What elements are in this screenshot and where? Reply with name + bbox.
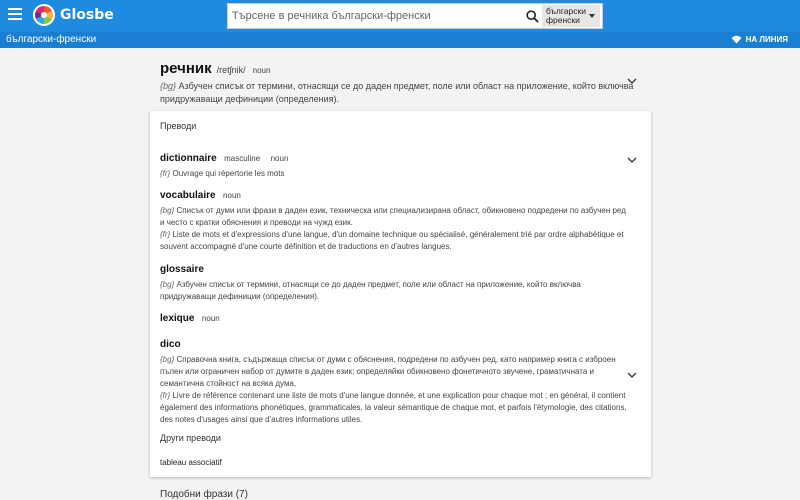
translation-pos: noun bbox=[201, 314, 220, 323]
entry-word: речник bbox=[160, 60, 212, 77]
translation-item[interactable] bbox=[160, 259, 630, 303]
translation-word: dictionnaire bbox=[160, 153, 217, 164]
translation-word: glossaire bbox=[160, 264, 204, 275]
glosbe-logo-icon bbox=[33, 4, 55, 26]
translation-word: vocabulaire bbox=[160, 190, 216, 201]
search-icon[interactable] bbox=[522, 6, 542, 26]
chevron-down-icon[interactable] bbox=[626, 368, 638, 380]
lang-select-source: български bbox=[546, 6, 586, 16]
logo-text: Glosbe bbox=[60, 7, 114, 23]
other-translations-title: Други преводи bbox=[160, 433, 221, 443]
definition-text: Справочна книга, съдържаща списък от думи с обяснения, подредени по азбучен ред, като например книга с изброен пълен или ограничен набор от думите в даден език; определяйки обикновено фонетичното звучене, граматичната и семантична стойност на всяка дума, bbox=[160, 355, 616, 388]
translation-pos: noun bbox=[223, 191, 241, 200]
logo[interactable] bbox=[33, 4, 114, 26]
translation-definition bbox=[160, 229, 630, 253]
translation-definition bbox=[160, 279, 630, 303]
translation-word: lexique bbox=[160, 313, 195, 324]
menu-icon[interactable] bbox=[8, 8, 22, 22]
translation-definition bbox=[160, 168, 630, 180]
dictionary-title: български-френски bbox=[6, 34, 97, 45]
lang-tag: {bg} bbox=[160, 81, 177, 91]
translation-item[interactable] bbox=[160, 308, 630, 326]
lang-tag: {bg} bbox=[160, 280, 175, 289]
top-bar bbox=[0, 0, 800, 32]
lang-tag: {fr} bbox=[160, 169, 171, 178]
translation-item[interactable] bbox=[160, 148, 630, 180]
online-status[interactable] bbox=[731, 35, 788, 44]
sub-bar bbox=[0, 32, 800, 48]
search-input[interactable] bbox=[228, 4, 522, 28]
definition-text: Liste de mots et d'expressions d'une langue, d'un domaine technique ou spécialisé, généralement trié par ordre alphabétique et souvent accompagné d'une courte définition et de traductions en d'autres langues. bbox=[160, 230, 624, 251]
translation-item[interactable] bbox=[160, 334, 630, 426]
entry-definition bbox=[160, 80, 640, 106]
search-box bbox=[227, 3, 603, 29]
entry-header bbox=[160, 60, 640, 106]
lang-tag: {fr} bbox=[160, 230, 171, 239]
chevron-down-icon[interactable] bbox=[626, 74, 638, 86]
online-status-label: НА ЛИНИЯ bbox=[745, 35, 788, 44]
chevron-down-icon[interactable] bbox=[626, 153, 638, 165]
translation-definition bbox=[160, 390, 630, 426]
entry-pos: noun bbox=[252, 66, 271, 75]
definition-text: Азбучен списък от термини, отнасящи се до даден предмет, поле или област на приложение, който включва придружаващи дефиниции (определения). bbox=[160, 280, 581, 301]
translation-word: dico bbox=[160, 339, 181, 350]
definition-text: Ouvrage qui répertorie les mots bbox=[172, 169, 285, 178]
translations-title: Преводи bbox=[160, 121, 197, 131]
lang-select-target: френски bbox=[546, 15, 580, 25]
entry-definition-text: Азбучен списък от термини, отнасящи се до даден предмет, поле или област на приложение, който включва придружаващи дефиниции (определения). bbox=[160, 81, 634, 104]
translation-item[interactable] bbox=[160, 185, 630, 253]
lang-tag: {bg} bbox=[160, 206, 175, 215]
definition-text: Списък от думи или фрази в даден език, техническа или специализирана област, обикновено подредени по азбучен ред и често с кратки обяснения и преводи на чужд език. bbox=[160, 206, 626, 227]
language-pair-select[interactable] bbox=[542, 5, 600, 27]
translation-definition bbox=[160, 354, 630, 390]
caret-down-icon bbox=[589, 14, 595, 18]
similar-phrases-title[interactable]: Подобни фрази (7) bbox=[160, 489, 248, 500]
translation-pos: noun bbox=[270, 154, 289, 163]
definition-text: Livre de référence contenant une liste de mots d'une langue donnée, et une explication pour chaque mot ; en général, il contient également des informations phonétiques, grammaticales, la valeur sémantique de chaque mot, et parfois l'étymologie, des citations, des notes d'usages ainsi que d'autres informations utiles. bbox=[160, 391, 627, 424]
entry-pronunciation: /retʃnik/ bbox=[216, 65, 246, 75]
translation-gender: masculine bbox=[224, 154, 261, 163]
translations-card bbox=[150, 111, 651, 477]
lang-tag: {fr} bbox=[160, 391, 171, 400]
translation-definition bbox=[160, 205, 630, 229]
wifi-icon bbox=[731, 35, 742, 44]
other-translation-item[interactable]: tableau associatif bbox=[160, 458, 222, 467]
lang-tag: {bg} bbox=[160, 355, 175, 364]
